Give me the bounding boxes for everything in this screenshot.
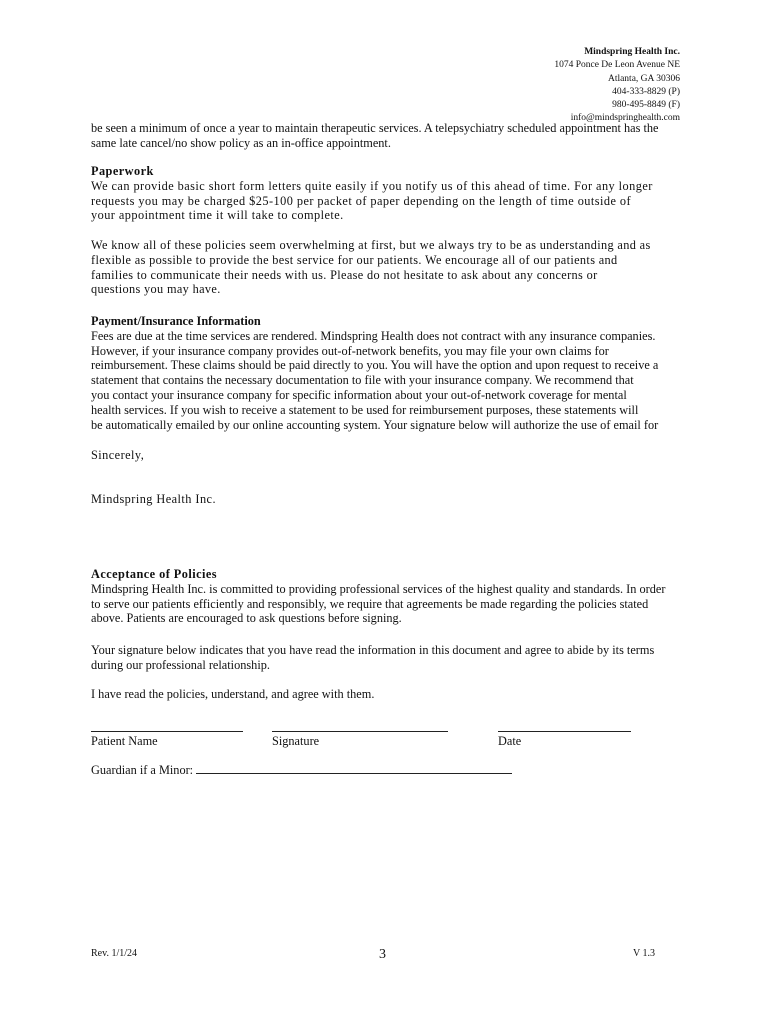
paperwork-section <box>91 164 681 223</box>
text-line: reimbursement. These claims should be paid directly to you. You will have the option and upon request to receive a <box>91 358 659 373</box>
fax-number: 980-495-8849 (F) <box>612 100 680 111</box>
text-line: above. Patients are encouraged to ask questions before signing. <box>91 611 402 626</box>
text-line: health services. If you wish to receive a statement to be used for reimbursement purposes, these statements will <box>91 402 639 417</box>
payment-heading: Payment/Insurance Information <box>91 314 261 328</box>
policies-note-paragraph <box>91 238 681 297</box>
text-line: requests you may be charged $25-100 per packet of paper depending on the length of time outside of <box>91 193 632 208</box>
signature-line[interactable] <box>272 720 448 732</box>
date-field[interactable] <box>498 720 631 749</box>
signature-label: Signature <box>272 734 320 748</box>
email-address: info@mindspringhealth.com <box>570 113 680 124</box>
text-line: your appointment time it will take to complete. <box>91 208 344 223</box>
patient-name-label: Patient Name <box>91 734 158 748</box>
text-line: Fees are due at the time services are rendered. Mindspring Health does not contract with any insurance companies. <box>91 328 656 343</box>
text-line: However, if your insurance company provides out-of-network benefits, you may file your own claims for <box>91 343 609 358</box>
signature-fields <box>91 720 651 756</box>
text-line: Your signature below indicates that you have read the information in this document and agree to abide by its terms <box>91 643 655 657</box>
text-line: be seen a minimum of once a year to maintain therapeutic services. A telepsychiatry scheduled appointment has the <box>91 121 659 135</box>
letterhead <box>554 46 680 126</box>
text-line: same late cancel/no show policy as an in-office appointment. <box>91 135 391 150</box>
acceptance-section <box>91 567 681 626</box>
page-number: 3 <box>379 947 386 962</box>
acceptance-heading: Acceptance of Policies <box>91 567 217 581</box>
text-line: We know all of these policies seem overwhelming at first, but we always try to be as understanding and as <box>91 238 651 252</box>
text-line: be automatically emailed by our online accounting system. Your signature below will authorize the use of email for <box>91 417 659 432</box>
text-line: questions you may have. <box>91 282 221 297</box>
patient-name-line[interactable] <box>91 720 243 732</box>
signature-note-paragraph <box>91 643 681 673</box>
guardian-field[interactable] <box>91 762 512 778</box>
version-label: V 1.3 <box>633 948 656 959</box>
address-line-2: Atlanta, GA 30306 <box>607 73 680 84</box>
date-label: Date <box>498 734 522 748</box>
text-line: you contact your insurance company for specific information about your out-of-network coverage for mental <box>91 387 627 402</box>
text-line: families to communicate their needs with us. Please do not hesitate to ask about any concerns or <box>91 267 598 282</box>
payment-section <box>91 314 681 432</box>
text-line: to serve our patients efficiently and responsibly, we require that agreements be made regarding the policies stated <box>91 596 649 611</box>
paperwork-heading: Paperwork <box>91 164 154 178</box>
text-line: statement that contains the necessary documentation to file with your insurance company. We recommend that <box>91 373 634 388</box>
text-line: flexible as possible to provide the best service for our patients. We encourage all of our patients and <box>91 252 618 267</box>
text-line: Mindspring Health Inc. is committed to providing professional services of the highest quality and standards. In order <box>91 581 666 596</box>
closing-salutation: Sincerely, <box>91 448 145 462</box>
text-line: We can provide basic short form letters quite easily if you notify us of this ahead of time. For any longer <box>91 178 653 193</box>
company-name: Mindspring Health Inc. <box>584 47 680 57</box>
intro-paragraph <box>91 121 681 151</box>
agree-statement: I have read the policies, understand, and agree with them. <box>91 687 375 701</box>
date-line[interactable] <box>498 720 631 732</box>
guardian-line[interactable] <box>196 762 512 774</box>
phone-number: 404-333-8829 (P) <box>612 86 680 97</box>
signature-field[interactable] <box>272 720 448 749</box>
text-line: during our professional relationship. <box>91 657 270 672</box>
address-line-1: 1074 Ponce De Leon Avenue NE <box>554 60 680 71</box>
closing-signoff: Mindspring Health Inc. <box>91 492 216 506</box>
guardian-label: Guardian if a Minor: <box>91 763 194 777</box>
revision-date: Rev. 1/1/24 <box>91 948 138 959</box>
patient-name-field[interactable] <box>91 720 243 749</box>
